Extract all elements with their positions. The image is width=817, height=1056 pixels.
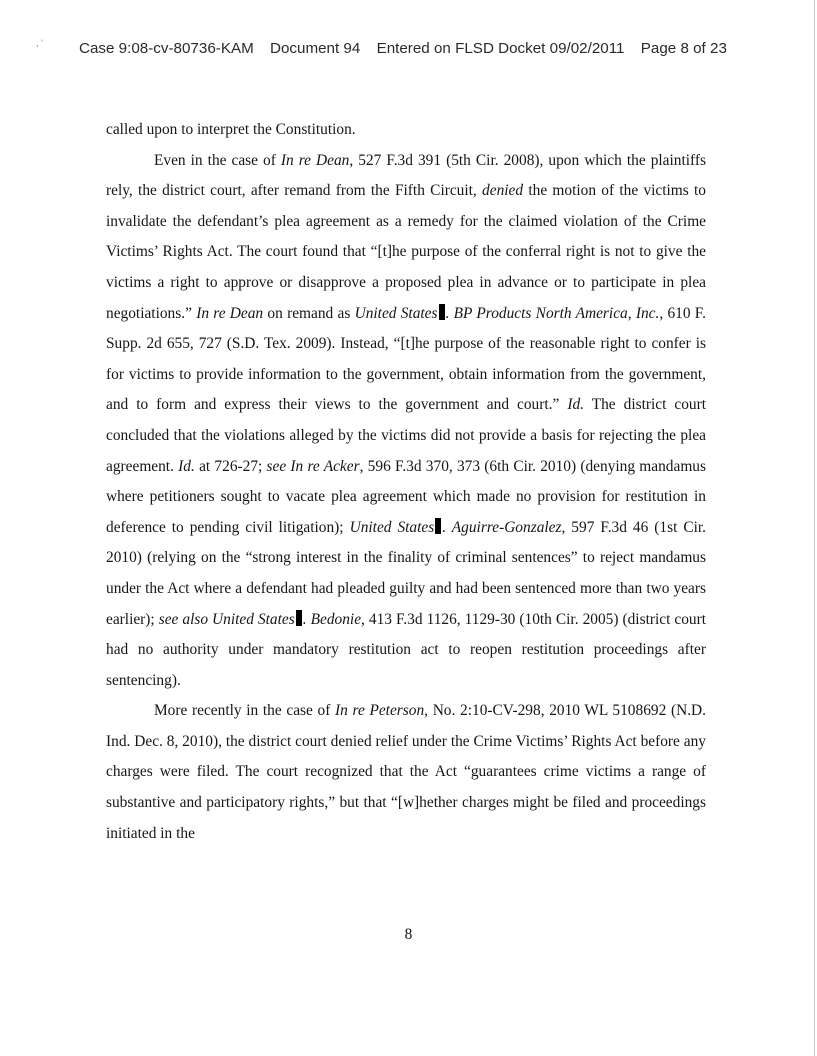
page-number: 8: [404, 926, 413, 943]
scan-speck: , ‘: [36, 38, 44, 48]
case-citation: . Aguirre-Gonzalez: [442, 518, 562, 536]
case-citation: In re Dean: [196, 304, 264, 322]
case-citation: see also United States: [158, 610, 295, 628]
case-citation: United States: [354, 304, 438, 322]
paragraph-1: called upon to interpret the Constitution.: [106, 121, 356, 138]
page-edge-line: [814, 0, 815, 1056]
case-citation: see In re Acker: [266, 457, 360, 475]
case-citation: Id.: [178, 457, 195, 475]
emphasis: denied: [482, 182, 524, 200]
header-page-count: Page 8 of 23: [640, 40, 727, 57]
paragraph-3: More recently in the case of In re Peterson, No. 2:10-CV-298, 2010 WL 5108692 (N.D. Ind. Dec. 8, 2010), the district court denied relief under the Crime Victims’ Rights Act before any charges were filed. The court recognized that the Act “guarantees crime victims a range of substantive and participatory rights,” but that “[w]hether charges might be filed and proceedings initiated in the: [106, 702, 707, 842]
case-citation: . Bedonie: [302, 610, 362, 628]
redaction-mark: [439, 304, 445, 320]
case-citation: . BP Products North America, Inc.: [445, 304, 660, 322]
redaction-mark: [296, 610, 302, 626]
redaction-mark: [435, 518, 441, 534]
header-case-number: Case 9:08-cv-80736-KAM: [79, 40, 254, 57]
case-citation: In re Peterson: [335, 702, 425, 720]
case-citation: Id.: [567, 396, 584, 414]
docket-header: [79, 40, 739, 57]
case-citation: United States: [349, 518, 435, 536]
header-docket-entry: Entered on FLSD Docket 09/02/2011: [376, 40, 625, 57]
case-citation: In re Dean: [280, 151, 350, 169]
document-body: [106, 115, 706, 849]
paragraph-2: Even in the case of In re Dean, 527 F.3d 391 (5th Cir. 2008), upon which the plaintiffs rely, the district court, after remand from the Fifth Circuit, denied the motion of the victims to invalidate the defendant’s plea agreement as a remedy for the claimed violation of the Crime Victims’ Rights Act. The court found that “[t]he purpose of the conferral right is not to give the victims a right to approve or disapprove a proposed plea in advance or to participate in plea negotiations.” In re Dean on remand as United States . BP Products North America, Inc., 610 F. Supp. 2d 655, 727 (S.D. Tex. 2009). Instead, “[t]he purpose of the reasonable right to confer is for victims to provide information to the government, obtain information from the government, and to form and express their views to the government and court.” Id. The district court concluded that the violations alleged by the victims did not provide a basis for rejecting the plea agreement. Id. at 726-27; see In re Acker, 596 F.3d 370, 373 (6th Cir. 2010) (denying mandamus where petitioners sought to vacate plea agreement which made no provision for restitution in deference to pending civil litigation); United States . Aguirre-Gonzalez, 597 F.3d 46 (1st Cir. 2010) (relying on the “strong interest in the finality of criminal sentences” to reject mandamus under the Act where a defendant had pleaded guilty and had been sentenced more than two years earlier); see also United States . Bedonie, 413 F.3d 1126, 1129-30 (10th Cir. 2005) (district court had no authority under mandatory restitution act to reopen restitution proceedings after sentencing).: [106, 151, 707, 689]
header-document-number: Document 94: [269, 40, 361, 57]
